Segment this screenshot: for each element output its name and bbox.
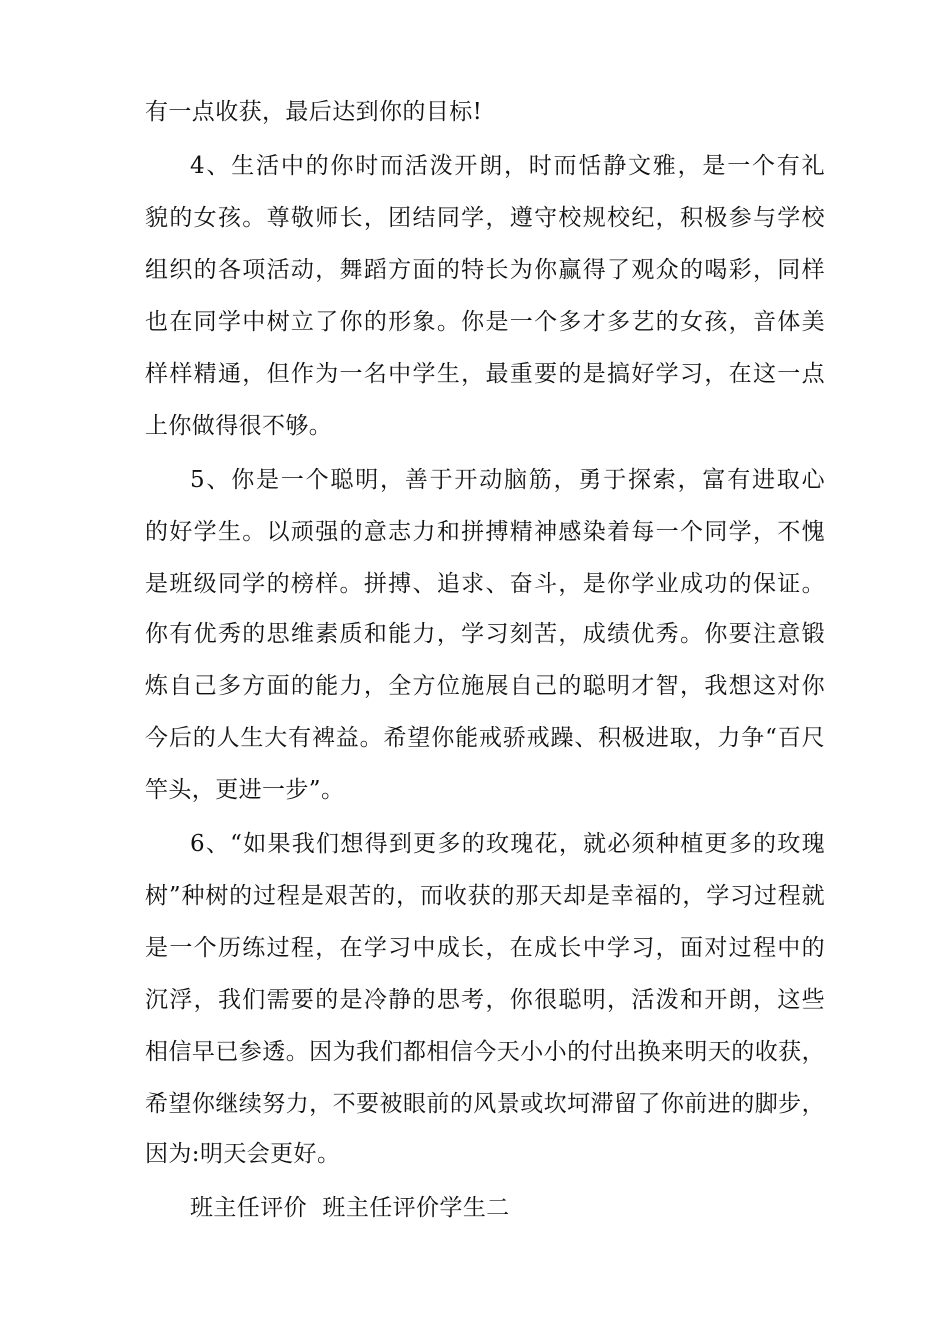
section-heading: 班主任评价 班主任评价学生二 [190, 1195, 510, 1221]
text-line: 貌的女孩。尊敬师长，团结同学，遵守校规校纪，积极参与学校 [145, 205, 825, 231]
text-line: 今后的人生大有裨益。希望你能戒骄戒躁、积极进取，力争“百尺 [145, 725, 825, 751]
paragraph-4-first-line: 4、生活中的你时而活泼开朗，时而恬静文雅，是一个有礼 [190, 153, 825, 179]
text-line: 沉浮，我们需要的是冷静的思考，你很聪明，活泼和开朗，这些 [145, 987, 825, 1013]
text-line: 的好学生。以顽强的意志力和拼搏精神感染着每一个同学，不愧 [145, 519, 825, 545]
text-line: 也在同学中树立了你的形象。你是一个多才多艺的女孩，音体美 [145, 309, 825, 335]
text-line: 你有优秀的思维素质和能力，学习刻苦，成绩优秀。你要注意锻 [145, 621, 825, 647]
text-line: 树”种树的过程是艰苦的，而收获的那天却是幸福的，学习过程就 [145, 883, 825, 909]
text-line: 是一个历练过程，在学习中成长，在成长中学习，面对过程中的 [145, 935, 825, 961]
text-line: 有一点收获，最后达到你的目标! [145, 99, 483, 125]
text-line: 是班级同学的榜样。拼搏、追求、奋斗，是你学业成功的保证。 [145, 571, 825, 597]
paragraph-6-first-line: 6、“如果我们想得到更多的玫瑰花，就必须种植更多的玫瑰 [190, 831, 825, 857]
text-line: 希望你继续努力，不要被眼前的风景或坎坷滞留了你前进的脚步， [145, 1091, 825, 1117]
text-line: 样样精通，但作为一名中学生，最重要的是搞好学习，在这一点 [145, 361, 825, 387]
text-line: 上你做得很不够。 [145, 413, 333, 439]
text-line: 相信早已参透。因为我们都相信今天小小的付出换来明天的收获， [145, 1039, 825, 1065]
text-line: 组织的各项活动，舞蹈方面的特长为你赢得了观众的喝彩，同样 [145, 257, 825, 283]
text-line: 炼自己多方面的能力，全方位施展自己的聪明才智，我想这对你 [145, 673, 825, 699]
text-line: 因为:明天会更好。 [145, 1141, 341, 1167]
paragraph-5-first-line: 5、你是一个聪明，善于开动脑筋，勇于探索，富有进取心 [190, 467, 825, 493]
text-line: 竿头，更进一步”。 [145, 777, 345, 803]
